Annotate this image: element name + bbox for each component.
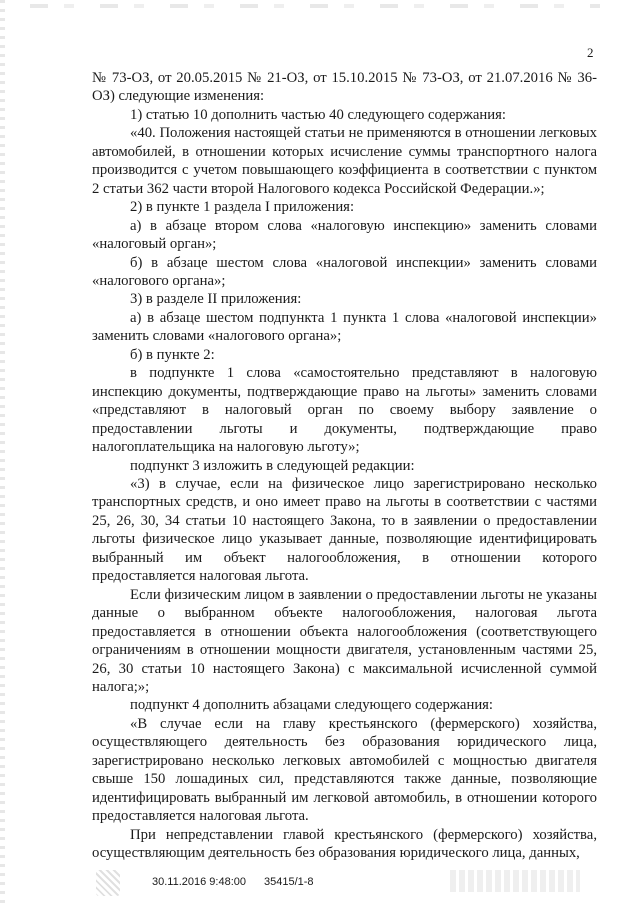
scan-edge: [0, 0, 5, 905]
paragraph: 2) в пункте 1 раздела I приложения:: [130, 199, 355, 216]
paragraph: № 73-ОЗ, от 20.05.2015 № 21-ОЗ, от 15.10.2015 № 73-ОЗ, от 21.07.2016 № 36-ОЗ) следующие изменения:: [92, 70, 597, 105]
paragraph: б) в пункте 2:: [130, 346, 215, 363]
footer-doc-number: 35415/1-8: [264, 876, 314, 888]
scan-noise: [30, 4, 600, 8]
paragraph: а) в абзаце шестом подпункта 1 пункта 1 слова «налоговой инспекции» заменить словами «налогового органа»;: [92, 309, 597, 345]
paragraph: а) в абзаце втором слова «налоговую инспекцию» заменить словами «налоговый орган»;: [92, 217, 597, 253]
paragraph: б) в абзаце шестом слова «налоговой инспекции» заменить словами «налогового органа»;: [92, 254, 597, 289]
document-body: [92, 69, 597, 862]
page-number: 2: [587, 45, 594, 60]
paragraph: При непредставлении главой крестьянского (фермерского) хозяйства, осуществляющим деятельность без образования юридического лица, данных,: [92, 826, 597, 862]
paragraph: в подпункте 1 слова «самостоятельно представляют в налоговую инспекцию документы, подтверждающие право на льготы» заменить словами «представляют в налоговый орган по своему выбору заявление о предоставлении льготы и документы, подтверждающие право налогоплательщика на налоговую льготу»;: [92, 365, 597, 456]
paragraph: подпункт 4 дополнить абзацами следующего содержания:: [130, 697, 494, 714]
paragraph: 3) в разделе II приложения:: [130, 291, 302, 308]
footer-date: 30.11.2016 9:48:00: [152, 876, 246, 888]
paragraph: «В случае если на главу крестьянского (фермерского) хозяйства, осуществляющего деятельность без образования юридического лица, зарегистрировано несколько легковых автомобилей с мощностью двигателя свыше 150 лошадиных сил, представляются также данные, позволяющие идентифицировать выбранный им легковой автомобиль, в отношении которого предоставляется налоговая льгота.: [92, 715, 597, 825]
paragraph: 1) статью 10 дополнить частью 40 следующего содержания:: [130, 106, 506, 123]
page-footer: [0, 876, 640, 896]
paragraph: «40. Положения настоящей статьи не применяются в отношении легковых автомобилей, в отношении которых исчисление суммы транспортного налога производится с учетом повышающего коэффициента в соответствии с пунктом 2 статьи 362 части второй Налогового кодекса Российской Федерации.»;: [92, 125, 597, 197]
paragraph: подпункт 3 изложить в следующей редакции:: [130, 457, 415, 474]
paragraph: Если физическим лицом в заявлении о предоставлении льготы не указаны данные о выбранном объекте налогообложения, налоговая льгота предоставляется в отношении объекта налогообложения (соответствующего ограничениям в отношении мощности двигателя, установленным частями 25, 26, 30 статьи 10 настоящего Закона) с максимальной исчисленной суммой налога;»;: [92, 586, 597, 695]
faded-footer-text: [450, 870, 580, 892]
paragraph: «3) в случае, если на физическое лицо зарегистрировано несколько транспортных средств, и оно имеет право на льготы в соответствии с частями 25, 26, 30, 34 статьи 10 настоящего Закона, то в заявлении о предоставлении льготы физическое лицо указывает данные, позволяющие идентифицировать выбранный им объект налогообложения, в отношении которого предоставляется налоговая льгота.: [92, 475, 597, 585]
stamp-mark: [96, 870, 120, 896]
